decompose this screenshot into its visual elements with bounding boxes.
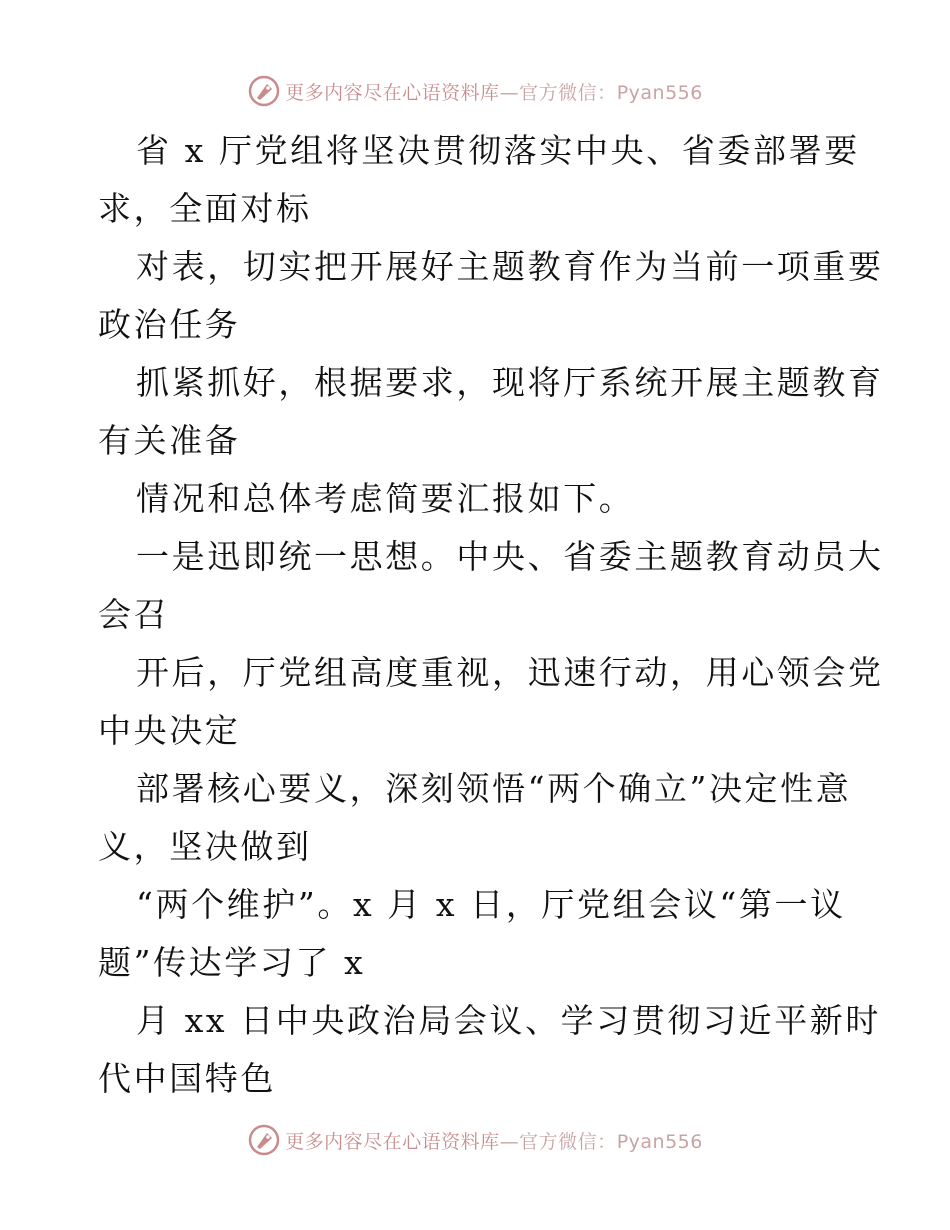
pen-nib-logo-icon [247,1123,281,1157]
paragraph-line: 题”传达学习了 x [98,943,366,982]
paragraph-line: 部署核心要义，深刻领悟“两个确立”决定性意 [136,769,852,808]
watermark-text [285,78,703,105]
watermark-text [285,1127,703,1154]
watermark-site-text: 更多内容尽在心语资料库 [285,81,500,104]
paragraph-line: “两个维护”。x 月 x 日，厅党组会议“第一议 [136,885,846,924]
pen-nib-logo-icon [247,74,281,108]
footer-watermark [0,1120,950,1160]
watermark-dash: — [499,1130,520,1153]
paragraph-line: 抓紧抓好，根据要求，现将厅系统开展主题教育 [136,363,884,402]
paragraph-line: 中央决定 [98,711,241,750]
watermark-dash: — [499,81,520,104]
paragraph-line: 求，全面对标 [98,189,312,228]
paragraph-line: 义，坚决做到 [98,827,312,866]
paragraph-line: 代中国特色 [98,1059,276,1098]
header-watermark [0,71,950,111]
paragraph-line: 政治任务 [98,305,241,344]
watermark-wechat-id: Pyan556 [616,81,703,104]
watermark-official-text: 官方微信： [519,1130,617,1153]
watermark-wechat-id: Pyan556 [616,1130,703,1153]
paragraph-line: 会召 [98,595,170,634]
paragraph-line: 开后，厅党组高度重视，迅速行动，用心领会党 [136,653,884,692]
document-body [98,122,884,1108]
watermark-official-text: 官方微信： [519,81,617,104]
paragraph-line: 有关准备 [98,421,241,460]
paragraph-line: 省 x 厅党组将坚决贯彻落实中央、省委部署要 [136,131,860,170]
paragraph-line: 情况和总体考虑简要汇报如下。 [136,479,635,518]
paragraph-line: 一是迅即统一思想。中央、省委主题教育动员大 [136,537,884,576]
paragraph-line: 月 xx 日中央政治局会议、学习贯彻习近平新时 [136,1001,882,1040]
paragraph-line: 对表，切实把开展好主题教育作为当前一项重要 [136,247,884,286]
watermark-site-text: 更多内容尽在心语资料库 [285,1130,500,1153]
